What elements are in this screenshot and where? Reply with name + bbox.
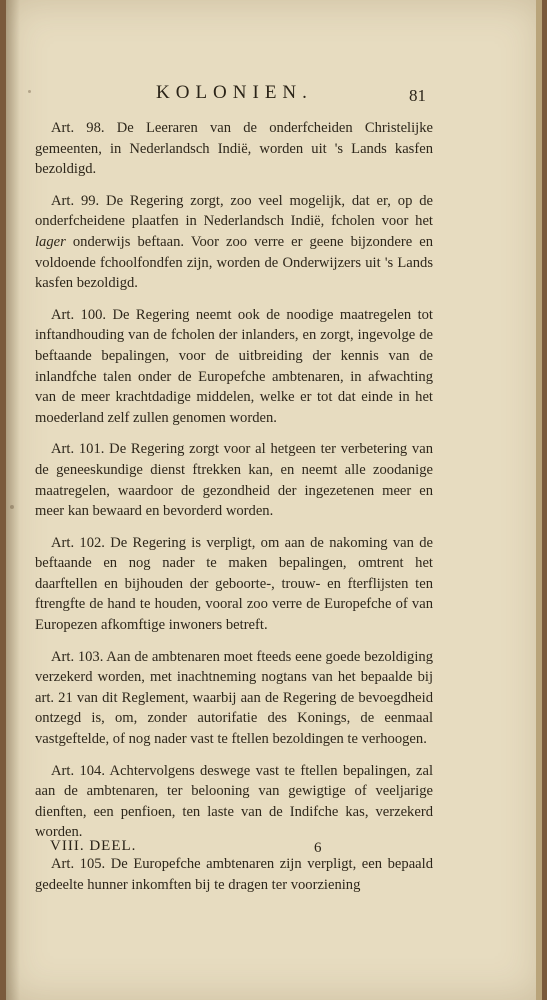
signature-number: 6: [314, 840, 322, 856]
article-104: [35, 761, 433, 843]
article-100: [35, 305, 433, 429]
paper-spot: [10, 505, 14, 509]
signature-mark: VIII. DEEL.: [50, 838, 137, 854]
article-text: Art. 99. De Regering zorgt, zoo veel mogelijk, dat er, op de onderfcheidene plaatfen in Nederlandsch Indië, fcholen voor het: [35, 192, 433, 230]
page-header: [6, 80, 542, 110]
body-text: [35, 118, 433, 906]
article-text: Art. 98. De Leeraren van de onderfcheiden Christelijke gemeenten, in Nederlandsch Indië, worden uit 's Lands kasfen bezoldigd.: [35, 120, 433, 178]
article-text-continued: onderwijs beftaan. Voor zoo verre er geene bijzondere en voldoende fchoolfondfen zijn, worden de Onderwijzers uit 's Lands kasfen bezoldigd.: [35, 233, 433, 292]
article-102: [35, 533, 433, 636]
article-99: [35, 191, 433, 294]
article-103: [35, 647, 433, 750]
page-footer: [6, 838, 542, 862]
article-98: [35, 118, 433, 180]
article-text: Art. 101. De Regering zorgt voor al hetgeen ter verbetering van de geneeskundige dienst ftrekken kan, en neemt alle zoodanige maatregelen, waardoor de gezondheid der ingezetenen meer en meer kan bewaard en bevorderd worden.: [35, 441, 433, 520]
article-101: [35, 439, 433, 521]
page-number: 81: [409, 86, 426, 105]
article-text: Art. 104. Achtervolgens deswege vast te ftellen bepalingen, zal aan de ambtenaren, ter belooning van gewigtige of veeljarige dienften, een penfioen, ten laste van de Indifche kas, verzekerd worden.: [35, 762, 433, 841]
article-emphasis: lager: [35, 233, 66, 250]
book-page: [6, 0, 542, 1000]
article-text: Art. 103. Aan de ambtenaren moet fteeds eene goede bezoldiging verzekerd worden, met inachtneming nogtans van het bepaalde bij art. 21 van dit Reglement, waarbij aan de Regering de bevoegdheid ontzegd is, om, zonder autorifatie des Konings, de eenmaal vastgeftelde, of nog nader vast te ftellen bezoldingen te verhoogen.: [35, 648, 433, 748]
running-head: KOLONIEN.: [156, 82, 313, 103]
article-text: Art. 105. De Europefche ambtenaren zijn verpligt, een bepaald gedeelte hunner inkomften bij te dragen ter voorziening: [35, 856, 433, 893]
article-text: Art. 102. De Regering is verpligt, om aan de nakoming van de beftaande en nog nader te maken bepalingen, omtrent het daarftellen en bijhouden der geboorte-, trouw- en fterflijsten ten ftrengfte de hand te houden, vooral zoo verre de Europefche of van Europezen afkomftige inwoners betreft.: [35, 534, 433, 634]
article-text: Art. 100. De Regering neemt ook de noodige maatregelen tot inftandhouding van de fcholen der inlanders, en zorgt, ingevolge de beftaande bepalingen, voor de uitbreiding der kennis van de inlandfche talen onder de Europefche ambtenaren, in afwachting van de meer krachtdadige middelen, welke er tot dat einde in het moederland zelf zullen genomen worden.: [35, 306, 433, 426]
